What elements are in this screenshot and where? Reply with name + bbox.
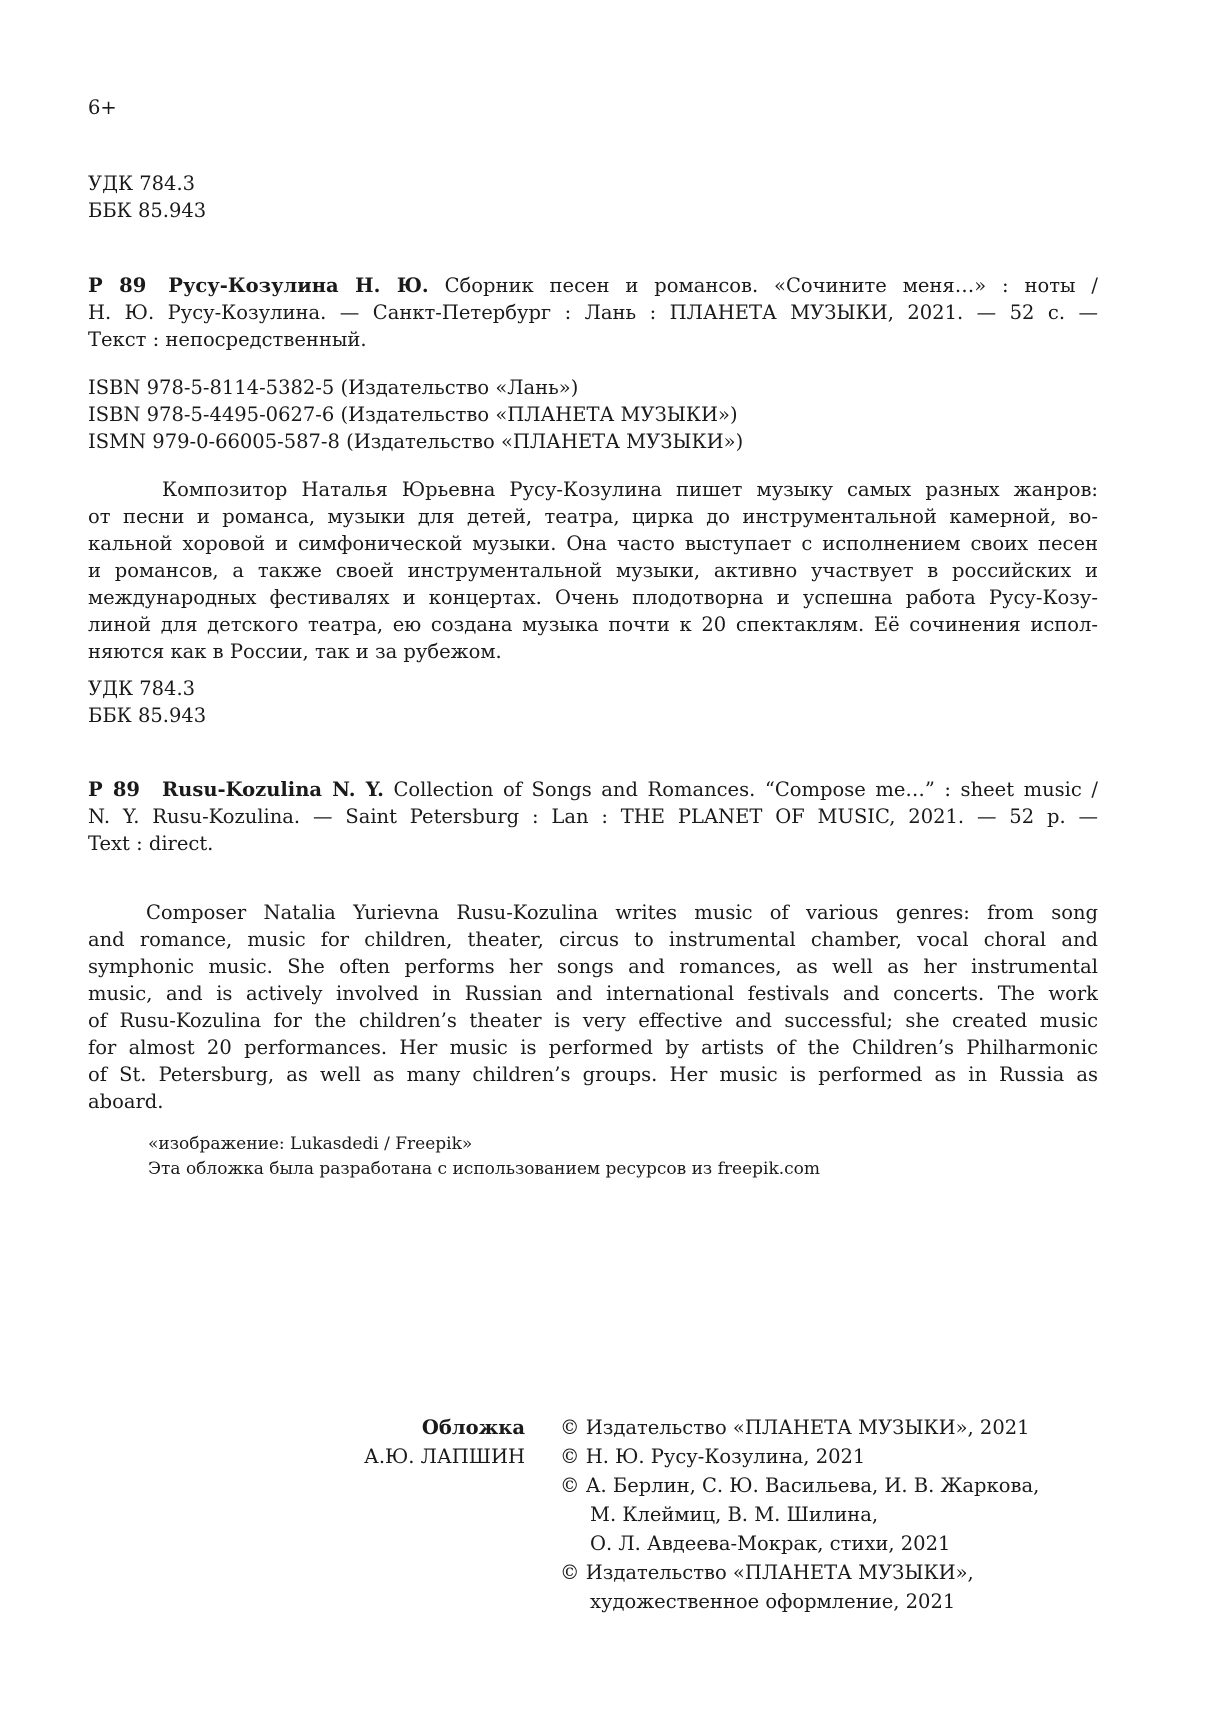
record-author: Русу-Козулина Н. Ю. [168,274,429,297]
bbk-code: ББК 85.943 [88,704,207,727]
cover-designer: А.Ю. ЛАПШИН [364,1445,525,1468]
record-code: Р 89 [88,778,140,801]
copyright-list: © Издательство «ПЛАНЕТА МУЗЫКИ», 2021 © Н. Ю. Русу-Козулина, 2021 © А. Берлин, С. Ю. Васильева, И. В. Жаркова, М. Клеймиц, В. М. Шилина, О. Л. Авдеева-Мокрак, стихи, 2021 © Издательство «ПЛАНЕТА МУЗЫКИ», художественное оформление, 2021 [560,1416,1040,1613]
abstract-en: Composer Natalia Yurievna Rusu-Kozulina writes music of various genres: from song and romance, music for children, theater, circus to instrumental chamber, vocal choral and symphonic music. She often performs her songs and romances, as well as her instrumental music, and is actively involved in Russian and international festivals and concerts. The work of Rusu-Kozulina for the children’s theater is very effective and successful; she created music for almost 20 performances. Her music is performed by artists of the Children’s Philharmonic of St. Petersburg, as well as many children’s groups. Her music is performed as in Russia as aboard. [88,901,1098,1113]
cover-credit [300,1413,525,1471]
classification-top [88,170,1098,224]
abstract-ru: Композитор Наталья Юрьевна Русу-Козулина пишет музыку самых разных жанров: от песни и романса, музыки для детей, театра, цирка до инструментальной камерной, во- кальной хоровой и симфонической музыки. Она часто выступает с исполнением своих песен и романсов, а также своей инструментальной музыки, активно участвует в российских и международных фестивалях и концертах. Очень плодотворна и успешна работа Русу-Козу- линой для детского театра, ею создана музыка почти к 20 спектаклям. Её сочинения испол- няются как в России, так и за рубежом. [88,478,1098,663]
udk-code: УДК 784.3 [88,677,196,700]
isbn-planet: ISBN 978-5-4495-0627-6 (Издательство «ПЛАНЕТА МУЗЫКИ») [88,403,738,426]
record-title: Collection of Songs and Romances. “Compose me…” : sheet music / [393,778,1098,801]
isbn-lan: ISBN 978-5-8114-5382-5 (Издательство «Лань») [88,376,579,399]
bibliographic-record-en: Р 89 Rusu-Kozulina N. Y. Collection of Songs and Romances. “Compose me…” : sheet music / N. Y. Rusu-Kozulina. — Saint Petersburg : Lan : THE PLANET OF MUSIC, 2021. — 52 p. — Text : direct. [88,778,1098,855]
record-code: Р 89 [88,274,147,297]
age-rating: 6+ [88,96,117,119]
record-title: Сборник песен и романсов. «Сочините меня…» : ноты / [444,274,1098,297]
bibliographic-record-ru: Р 89 Русу-Козулина Н. Ю. Сборник песен и романсов. «Сочините меня…» : ноты / Н. Ю. Русу-Козулина. — Санкт-Петербург : Лань : ПЛАНЕТА МУЗЫКИ, 2021. — 52 с. — Текст : непосредственный. [88,274,1098,351]
isbn-list [88,374,1098,455]
udk-code: УДК 784.3 [88,172,196,195]
bbk-code: ББК 85.943 [88,199,207,222]
image-credit: «изображение: Lukasdedi / Freepik» Эта обложка была разработана с использованием ресурсов из freepik.com [148,1134,821,1179]
classification-mid [88,675,1098,729]
ismn-planet: ISMN 979-0-66005-587-8 (Издательство «ПЛАНЕТА МУЗЫКИ») [88,430,744,453]
record-author: Rusu-Kozulina N. Y. [161,778,384,801]
cover-label: Обложка [421,1416,525,1439]
